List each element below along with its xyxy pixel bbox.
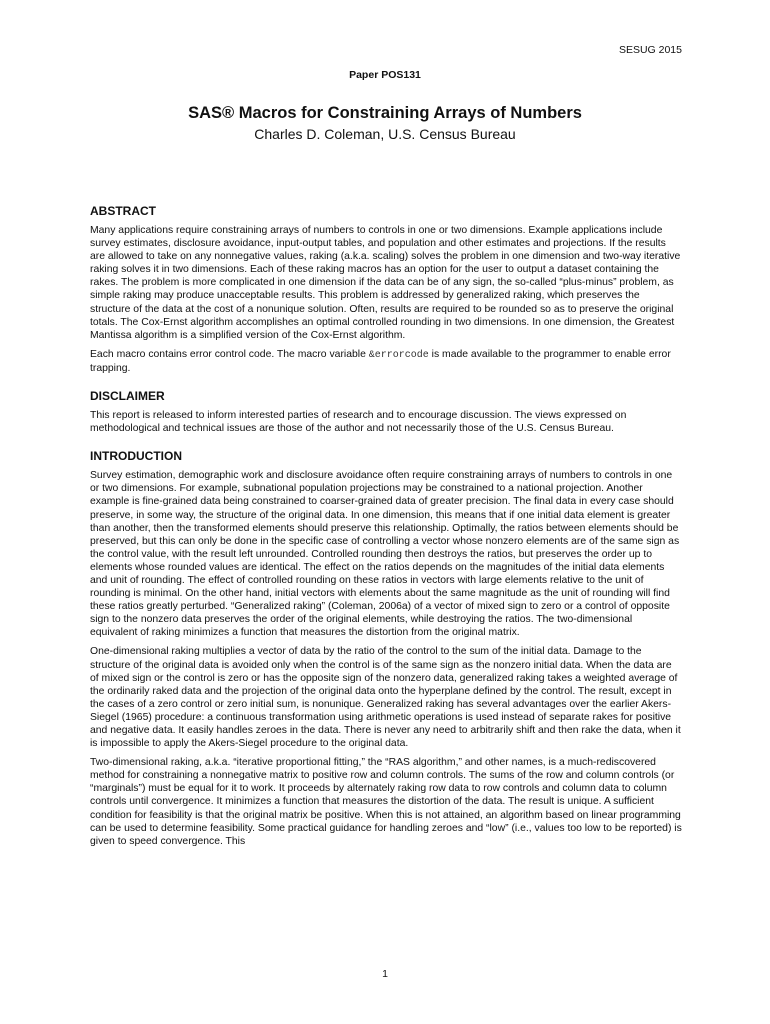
disclaimer-paragraph: This report is released to inform interested parties of research and to encourage discussion. The views expressed on methodological and technical issues are those of the author and not necessarily those of the U.S. Census Bureau. bbox=[90, 410, 627, 435]
conference-label: SESUG 2015 bbox=[618, 44, 682, 56]
abstract-paragraph-1: Many applications require constraining arrays of numbers to controls in one or two dimensions. Example applications include survey estimates, disclosure avoidance, input-output tables, and population and other estimates and projections. If the results are allowed to take on any nonnegative values, raking (a.k.a. scaling) solves the problem in one dimension and two-way iterative raking solves it in two dimensions. Each of these raking macros has an option for the user to output a dataset containing the rakes. The problem is more complicated in one dimension if the data can be of any sign, the so-called “plus-minus” problem, as simple raking may produce unacceptable results. This problem is addressed by generalized raking, which preserves the structure of the data at the cost of a nonunique solution. Often, results are required to be rounded so as to preserve the original totals. The Cox-Ernst algorithm accomplishes an optimal controlled rounding in two dimensions. In one dimension, the Greatest Mantissa algorithm is a simplified version of the Cox-Ernst algorithm. bbox=[90, 225, 681, 341]
author-line: Charles D. Coleman, U.S. Census Bureau bbox=[254, 126, 516, 142]
paper-title: SAS® Macros for Constraining Arrays of Numbers bbox=[188, 104, 582, 122]
abstract-p2-text-after: is made available to the programmer to enable error trapping. bbox=[90, 348, 671, 374]
introduction-paragraph-3: Two-dimensional raking, a.k.a. “iterative proportional fitting,” the “RAS algorithm,” and other names, is a much-rediscovered method for constraining a nonnegative matrix to positive row and column controls. The sums of the row and column controls (or “marginals”) must be equal for it to work. It proceeds by alternately raking row data to row controls and column data to column controls until convergence. It minimizes a function that measures the distortion of the data. The result is unique. A sufficient condition for feasibility is that the original matrix be positive. When this is not attained, an algorithm based on linear programming can be used to determine feasibility. Some practical guidance for handling zeroes and “low” (i.e., values too low to be reported) is given to speed convergence. This bbox=[90, 757, 682, 847]
paper-body bbox=[90, 204, 682, 848]
errorcode-macro-variable: &errorcode bbox=[368, 349, 429, 361]
abstract-p2-text-before: Each macro contains error control code. The macro variable bbox=[90, 348, 369, 360]
disclaimer-heading: DISCLAIMER bbox=[90, 389, 165, 404]
introduction-paragraph-2: One-dimensional raking multiplies a vector of data by the ratio of the control to the sum of the initial data. Damage to the structure of the original data is avoided only when the control is of the same sign as the nonzero initial data. When the data are of mixed sign or the control is zero or has the opposite sign of the nonzero data, generalized raking takes a weighted average of the ordinarily raked data and the projection of the original data onto the hyperplane defined by the control. The result, except in the cases of a zero control or zero initial sum, is nonunique. Generalized raking has several advantages over the earlier Akers-Siegel (1965) procedure: a continuous transformation using arithmetic operations is used instead of separate rakes for positive and negative data. It easily handles zeroes in the data. There is never any need to arbitrarily shift and then rake the data, when it is impossible to apply the Akers-Siegel procedure to the original data. bbox=[90, 646, 681, 750]
introduction-paragraph-1: Survey estimation, demographic work and disclosure avoidance often require constraining arrays of numbers to controls in one or two dimensions. For example, subnational population projections may be constrained to a national projection. Another example is fine-grained data being constrained to coarser-grained data of greater precision. The final data in every case should preserve, in some way, the structure of the original data. In one dimension, this means that if one initial data element is greater than another, then the transformed elements should preserve this relationship. Optimally, the ratios between elements should be preserved, but this can only be done in the specific case of controlling a vector whose nonzero elements are of the same sign as the control value, with the result left unrounded. Controlled rounding then destroys the ratios, but preserves the order up to elements whose rounded values are identical. The effect on the ratios depends on the magnitudes of the initial data elements and unit of rounding. The effect of controlled rounding on these ratios in vectors with large elements relative to the unit of rounding is minimal. On the other hand, initial vectors with elements about the same magnitude as the unit of rounding will find these ratios greatly perturbed. “Generalized raking” (Coleman, 2006a) of a vector of mixed sign to zero or a control of opposite sign to the nonzero data preserves the order of the original elements, while destroying the ratios. The two-dimensional equivalent of raking minimizes a function that measures the distortion from the original matrix. bbox=[90, 470, 680, 639]
introduction-heading: INTRODUCTION bbox=[90, 449, 182, 464]
paper-number: Paper POS131 bbox=[349, 69, 421, 81]
abstract-heading: ABSTRACT bbox=[90, 204, 156, 218]
page-number: 1 bbox=[382, 968, 388, 980]
abstract-paragraph-2 bbox=[90, 348, 682, 375]
